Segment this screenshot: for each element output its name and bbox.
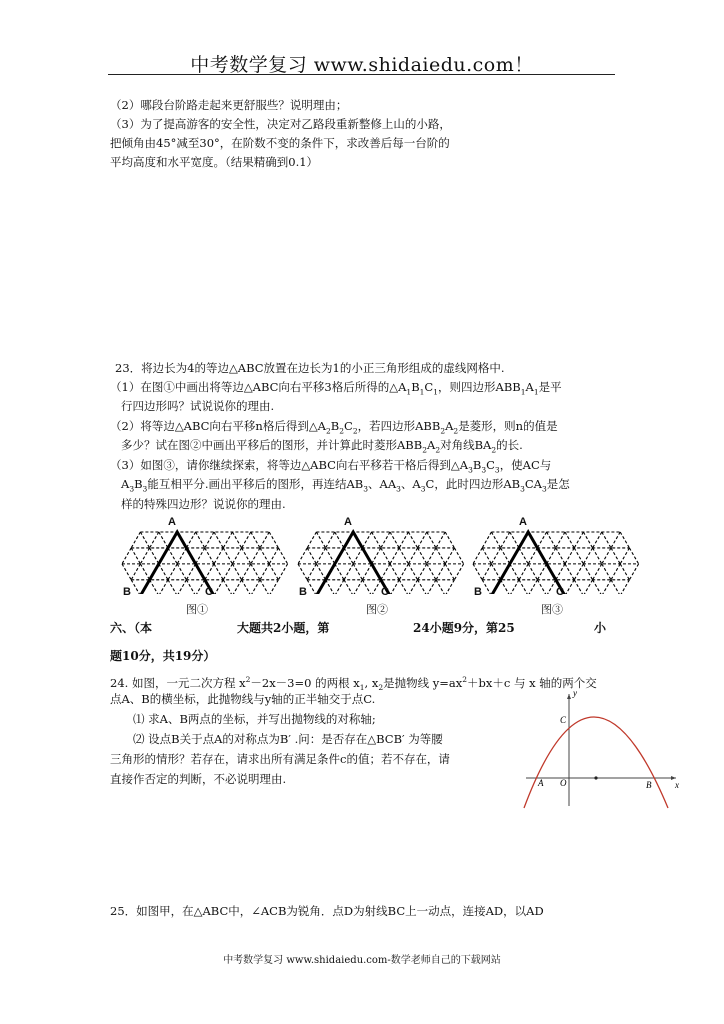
grid-figure-3 [469,528,639,594]
axis-point [594,776,597,779]
graph-label-b: B [646,780,652,790]
grid-line [242,580,251,594]
grid-line [510,532,519,548]
grid-line [427,564,436,580]
grid-line [390,564,399,580]
grid-line [353,580,362,594]
grid-line [372,580,381,594]
grid-line [344,548,353,564]
grid-line [547,548,556,564]
q22-part3-line2: 把倾角由45°减至30°，在阶数不变的条件下，求改善后每一台阶的 [110,136,450,150]
grid-line [344,580,353,594]
grid-line [307,580,316,594]
grid-line [177,580,186,594]
grid-line [418,532,427,548]
grid-line [122,564,131,580]
grid-line [390,532,399,548]
grid-line [445,564,454,580]
grid-line [629,564,638,580]
grid-line [381,548,390,564]
grid-line [510,564,519,580]
grid-line [316,548,325,564]
grid-line [159,580,168,594]
grid-line [408,548,417,564]
grid-line [223,548,232,564]
grid-line [150,580,159,594]
grid-line [454,548,463,564]
grid-line [574,564,583,580]
grid-line [214,564,223,580]
grid-line [436,548,445,564]
grid-line [372,532,381,548]
grid-line [251,532,260,548]
header-rule [108,74,615,75]
grid-line [150,532,159,548]
grid-line [140,532,149,548]
q22-part3-line3: 平均高度和水平宽度。（结果精确到0.1） [110,155,319,169]
grid-line [205,548,214,564]
grid-line [168,548,177,564]
grid-line [381,532,390,548]
grid-line [611,548,620,564]
grid-line [335,532,344,548]
grid-line [372,548,381,564]
q24-line2: 点A、B的横坐标，此抛物线与y轴的正半轴交于点C. [110,692,376,706]
grid-line [620,580,629,594]
grid-line [491,532,500,548]
q23-part1-line2: 行四边形吗？试说说你的理由. [121,399,275,413]
grid-line [436,532,445,548]
grid-line [611,580,620,594]
section6-heading-part3: 24小题9分，第25 [413,621,515,635]
grid-line [593,580,602,594]
grid-line [242,564,251,580]
page-header: 中考数学复习 www.shidaiedu.com！ [190,54,534,76]
grid-line [232,564,241,580]
grid-line [269,548,278,564]
fig3-label-b: B [474,586,482,598]
q23-part3-line1: （3）如图③，请你继续探索，将等边△ABC向右平移若干格后得到$\triangle A_3B_3C_3$，使AC与 [110,458,552,475]
grid-line [140,564,149,580]
grid-line [298,564,307,580]
grid-line [537,580,546,594]
grid-line [140,548,149,564]
graph-label-c: C [560,715,567,725]
fig2-label-c: C [381,586,389,598]
fig2-label-b: B [299,586,307,598]
grid-line [629,548,638,564]
grid-line [251,580,260,594]
grid-line [399,580,408,594]
grid-line [131,532,140,548]
grid-line [528,548,537,564]
grid-line [335,564,344,580]
grid-line [528,564,537,580]
grid-line [445,548,454,564]
grid-line [436,564,445,580]
grid-line [519,580,528,594]
grid-line [418,564,427,580]
page-footer: 中考数学复习 www.shidaiedu.com-数学老师自己的下载网站 [223,955,501,966]
grid-line [620,532,629,548]
grid-line [214,580,223,594]
grid-line [491,564,500,580]
q23-part3-line2: $A_3B_3$能互相平分.画出平移后的图形，再连结$AB_3$、$AA_3$、$A_3C$，此时四边形$AB_3CA_3$是怎 [121,477,570,494]
grid-line [583,532,592,548]
q24-line6: 直接作否定的判断，不必说明理由. [110,772,287,786]
grid-line [482,580,491,594]
fig3-label-a: A [519,516,527,528]
q24-line3: ⑴ 求A、B两点的坐标，并写出抛物线的对称轴; [133,712,376,726]
grid-line [491,548,500,564]
q24-line1: 24. 如图，一元二次方程 $x^2-2x-3=0$ 的两根 $x_1$, $x_2$是抛物线 $y=ax^2+bx+c$ 与 x 轴的两个交 [110,675,597,693]
grid-line [242,532,251,548]
grid-line [427,548,436,564]
grid-line [223,564,232,580]
grid-line [177,548,186,564]
grid-line [593,548,602,564]
grid-line [547,532,556,548]
grid-line [326,580,335,594]
grid-line [611,564,620,580]
grid-line [177,564,186,580]
grid-line [150,548,159,564]
grid-line [232,548,241,564]
grid-line [574,580,583,594]
grid-line [574,532,583,548]
grid-line [390,580,399,594]
grid-line [326,532,335,548]
grid-line [602,532,611,548]
fig1-label-a: A [168,516,176,528]
grid-line [574,548,583,564]
section6-heading-part2: 大题共2小题，第 [237,621,330,635]
grid-line [565,548,574,564]
grid-line [602,564,611,580]
grid-line [131,548,140,564]
parabola-curve [524,717,668,808]
grid-line [326,548,335,564]
grid-line [196,548,205,564]
q23-intro: 23．将边长为4的等边△ABC放置在边长为1的小正三角形组成的虚线网格中. [115,361,505,375]
grid-line [131,580,140,594]
grid-figure-1 [118,528,288,594]
grid-line [353,548,362,564]
grid-line [620,564,629,580]
grid-line [362,580,371,594]
grid-line [214,532,223,548]
grid-line [298,548,307,564]
q23-part2-line1: （2）将等边△ABC向右平移n格后得到$\triangle A_2B_2C_2$，若四边形$ABB_2A_2$是菱形，则n的值是 [110,419,558,436]
q25-line1: 25．如图甲，在△ABC中，∠ACB为锐角．点D为射线BC上一动点，连接AD，以AD [110,904,544,918]
grid-line [510,580,519,594]
grid-line [168,580,177,594]
fig1-label-b: B [123,586,131,598]
grid-line [278,564,287,580]
grid-line [482,532,491,548]
section6-heading-part5: 题10分，共19分） [110,649,216,663]
section6-heading-part4: 小 [594,621,607,635]
fig2-caption: 图② [366,603,388,616]
section6-heading-part1: 六、（本 [110,621,153,635]
fig3-caption: 图③ [541,603,563,616]
grid-line [159,564,168,580]
grid-line [473,564,482,580]
q23-part2-line2: 多少？试在图②中画出平移后的图形，并计算此时菱形$ABB_2A_2$对角线$BA_2$的长. [121,438,523,455]
grid-line [307,532,316,548]
q24-line5: 三角形的情形？若存在，请求出所有满足条件c的值；若不存在，请 [110,752,450,766]
grid-line [611,532,620,548]
grid-figure-2 [294,528,464,594]
grid-line [519,548,528,564]
grid-line [260,564,269,580]
grid-line [344,564,353,580]
grid-line [307,548,316,564]
y-axis-arrow-icon [567,694,571,699]
grid-line [556,532,565,548]
fig1-caption: 图① [186,603,208,616]
grid-line [159,532,168,548]
grid-line [418,548,427,564]
grid-line [168,564,177,580]
grid-line [196,580,205,594]
grid-line [205,532,214,548]
grid-line [186,564,195,580]
grid-line [427,580,436,594]
grid-line [214,548,223,564]
grid-line [408,564,417,580]
grid-line [232,580,241,594]
grid-line [408,580,417,594]
grid-line [565,580,574,594]
grid-line [501,580,510,594]
grid-line [381,564,390,580]
grid-line [537,564,546,580]
grid-line [196,532,205,548]
grid-line [473,548,482,564]
grid-line [269,580,278,594]
grid-line [260,532,269,548]
grid-line [186,580,195,594]
grid-line [251,548,260,564]
grid-line [593,564,602,580]
grid-line [316,564,325,580]
grid-line [602,548,611,564]
grid-line [501,548,510,564]
grid-line [519,564,528,580]
grid-line [445,580,454,594]
grid-line [547,580,556,594]
grid-line [251,564,260,580]
fig3-label-c: C [556,586,564,598]
fig1-label-c: C [205,586,213,598]
grid-line [565,564,574,580]
grid-line [445,532,454,548]
grid-line [232,532,241,548]
grid-line [307,564,316,580]
grid-line [583,580,592,594]
grid-line [186,532,195,548]
grid-line [131,564,140,580]
graph-label-o: O [560,778,567,788]
grid-line [205,564,214,580]
grid-line [454,564,463,580]
parabola-graph [518,688,683,810]
grid-line [353,564,362,580]
grid-line [427,532,436,548]
graph-label-x: x [675,780,679,790]
grid-line [362,532,371,548]
grid-line [362,564,371,580]
grid-line [278,548,287,564]
grid-line [223,532,232,548]
grid-line [122,548,131,564]
grid-line [436,580,445,594]
grid-line [399,564,408,580]
grid-line [537,532,546,548]
grid-line [583,564,592,580]
grid-line [528,580,537,594]
grid-line [269,532,278,548]
grid-line [242,548,251,564]
grid-line [593,532,602,548]
grid-line [620,548,629,564]
grid-line [556,564,565,580]
q22-part3-line1: （3）为了提高游客的安全性，决定对乙路段重新整修上山的小路， [110,117,451,131]
graph-label-a: A [538,778,544,788]
grid-line [399,532,408,548]
graph-label-y: y [573,688,577,698]
grid-line [482,548,491,564]
fig2-label-a: A [344,516,352,528]
grid-line [260,548,269,564]
grid-line [269,564,278,580]
grid-line [556,548,565,564]
q22-part2: （2）哪段台阶路走起来更舒服些？说明理由； [110,98,348,112]
grid-line [408,532,417,548]
grid-line [501,532,510,548]
grid-line [602,580,611,594]
grid-line [482,564,491,580]
grid-line [316,532,325,548]
q23-part1-line1: （1）在图①中画出将等边△ABC向右平移3格后所得的$\triangle A_1B_1C_1$，则四边形$ABB_1A_1$是平 [110,380,562,397]
grid-line [418,580,427,594]
grid-line [399,548,408,564]
grid-line [565,532,574,548]
grid-line [583,548,592,564]
q23-part3-line3: 样的特殊四边形？说说你的理由. [121,497,286,511]
grid-line [335,580,344,594]
q24-line4: ⑵ 设点B关于点A的对称点为B′ .问：是否存在△BCB′ 为等腰 [133,732,443,746]
grid-line [223,580,232,594]
grid-line [260,580,269,594]
grid-line [390,548,399,564]
